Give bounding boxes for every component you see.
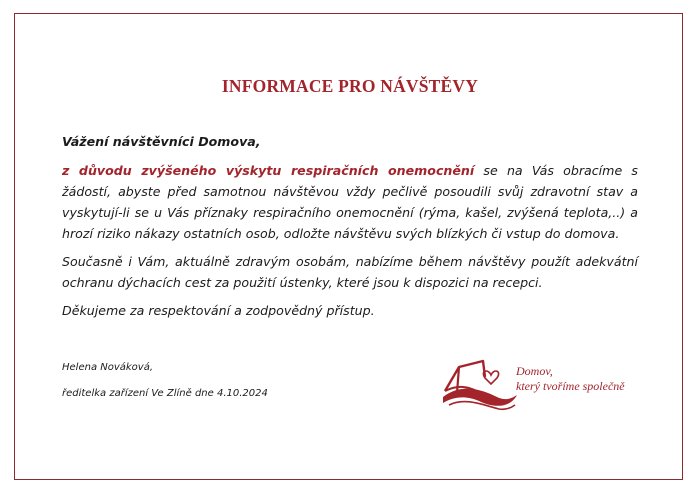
paragraph-request bbox=[62, 160, 638, 244]
logo bbox=[443, 355, 643, 415]
paragraph-request-text: se na Vás obracíme s žádostí, abyste před samotnou návštěvou vždy pečlivě posoudili svůj zdravotní stav a vyskytují-li se u Vás příznaky respiračního onemocnění (rýma, kašel, zvýšená teplota,..) a hrozí riziko nákazy ostatních osob, odložte návštěvu svých blízkých či vstup do domova. bbox=[62, 163, 638, 241]
paragraph-protection: Současně i Vám, aktuálně zdravým osobám, nabízíme během návštěvy použít adekvátní ochranu dýchacích cest za použití ústenky, které jsou k dispozici na recepci. bbox=[62, 254, 638, 290]
logo-line-2: který tvoříme společně bbox=[516, 379, 625, 393]
greeting: Vážení návštěvníci Domova, bbox=[62, 134, 261, 149]
paragraph-thanks: Děkujeme za respektování a zodpovědný přístup. bbox=[62, 303, 375, 318]
logo-text bbox=[516, 364, 625, 394]
notice-title: INFORMACE PRO NÁVŠTĚVY bbox=[221, 76, 479, 96]
signature-name: Helena Nováková, bbox=[62, 362, 154, 373]
house-heart-icon bbox=[443, 355, 518, 415]
emphasis-text: z důvodu zvýšeného výskytu respiračních onemocnění bbox=[62, 163, 475, 178]
logo-line-1: Domov, bbox=[516, 364, 553, 378]
signature-role: ředitelka zařízení Ve Zlíně dne 4.10.2024 bbox=[62, 388, 268, 399]
notice-body bbox=[62, 133, 638, 328]
signature-block bbox=[62, 362, 268, 399]
